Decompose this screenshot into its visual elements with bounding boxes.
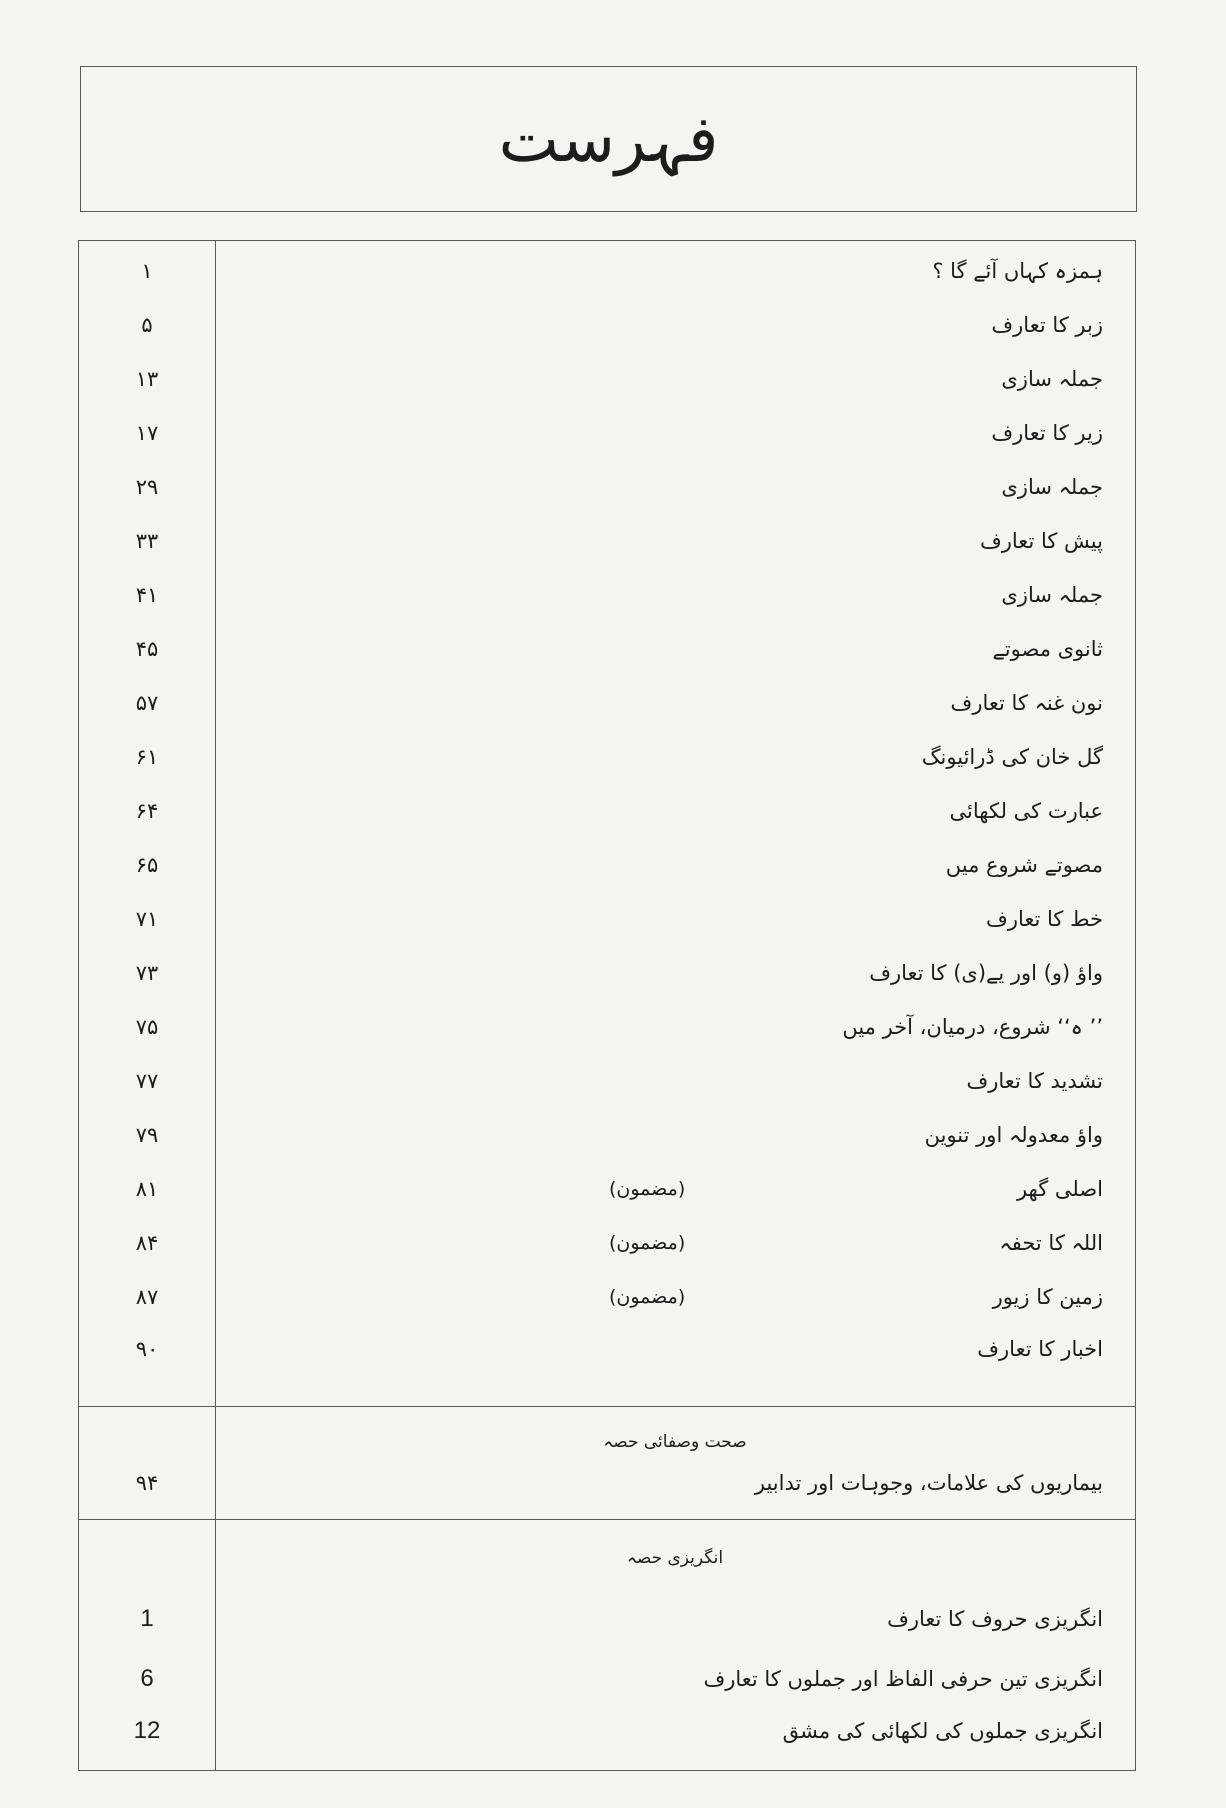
toc-row[interactable] [79,251,1135,291]
entry-title: مصوتے شروع میں [945,853,1103,877]
section-divider [79,1519,1135,1520]
entry-title: زمین کا زیور [992,1285,1103,1309]
entry-title: اصلی گھر [1016,1177,1103,1201]
entry-title: زیر کا تعارف [991,421,1103,445]
toc-row[interactable] [79,683,1135,723]
toc-row[interactable] [79,359,1135,399]
toc-row[interactable] [79,629,1135,669]
toc-row[interactable] [79,1061,1135,1101]
entry-title: انگریزی جملوں کی لکھائی کی مشق [782,1719,1103,1743]
entry-page: 1 [140,1605,154,1632]
toc-row[interactable] [79,1277,1135,1317]
toc-row[interactable] [79,413,1135,453]
entry-page: ۵ [141,313,153,337]
toc-row[interactable] [79,1659,1135,1699]
toc-row[interactable] [79,1463,1135,1503]
entry-title: بیماریوں کی علامات، وجوہات اور تدابیر [754,1471,1103,1495]
toc-row[interactable] [79,305,1135,345]
entry-title: گل خان کی ڈرائیونگ [921,745,1103,769]
entry-page: ۱۷ [135,421,159,445]
entry-title: انگریزی حروف کا تعارف [887,1607,1103,1631]
toc-table [78,240,1136,1771]
toc-row[interactable] [79,575,1135,615]
entry-page: ۸۱ [135,1177,159,1201]
toc-row[interactable] [79,1223,1135,1263]
entry-title: اللہ کا تحفہ [999,1231,1103,1255]
entry-title: پیش کا تعارف [980,529,1103,553]
toc-row[interactable] [79,521,1135,561]
toc-row[interactable] [79,737,1135,777]
toc-row[interactable] [79,1169,1135,1209]
entry-page: ۴۱ [135,583,159,607]
entry-page: ۷۳ [135,961,159,985]
toc-row[interactable] [79,467,1135,507]
entry-page: ۷۵ [135,1015,159,1039]
entry-title: عبارت کی لکھائی [949,799,1103,823]
english-section-heading: انگریزی حصہ [626,1548,724,1568]
toc-row[interactable] [79,953,1135,993]
entry-page: 12 [133,1717,161,1744]
toc-row[interactable] [79,1329,1135,1369]
entry-title: جملہ سازی [1001,475,1103,499]
toc-row[interactable] [79,1711,1135,1751]
entry-page: ۸۴ [135,1231,159,1255]
entry-page: ۱ [141,259,153,283]
entry-page: ۳۳ [135,529,159,553]
toc-row[interactable] [79,1599,1135,1639]
entry-title: انگریزی تین حرفی الفاظ اور جملوں کا تعارف [703,1667,1103,1691]
entry-page: ۴۵ [135,637,159,661]
toc-row[interactable] [79,1007,1135,1047]
toc-row[interactable] [79,845,1135,885]
entry-note: (مضمون) [609,1286,686,1308]
health-section-heading: صحت وصفائی حصہ [603,1432,747,1452]
entry-title: ’’ ہ‘‘ شروع، درمیان، آخر میں [842,1015,1103,1039]
entry-title: واؤ (و) اور یے(ی) کا تعارف [869,961,1103,985]
entry-page: ۷۹ [135,1123,159,1147]
entry-page: ۹۴ [135,1471,159,1495]
entry-title: جملہ سازی [1001,583,1103,607]
entry-page: ۶۵ [135,853,159,877]
entry-page: ۶۴ [135,799,159,823]
entry-title: زبر کا تعارف [991,313,1103,337]
entry-title: ثانوی مصوتے [992,637,1103,661]
entry-title: جملہ سازی [1001,367,1103,391]
entry-title: خط کا تعارف [986,907,1103,931]
entry-page: ۱۳ [135,367,159,391]
toc-row[interactable] [79,1115,1135,1155]
entry-title: اخبار کا تعارف [977,1337,1103,1361]
entry-title: تشدید کا تعارف [966,1069,1103,1093]
entry-page: ۲۹ [135,475,159,499]
entry-page: ۶۱ [135,745,159,769]
entry-title: واؤ معدولہ اور تنوین [924,1123,1103,1147]
section-divider [79,1406,1135,1407]
entry-title: نون غنہ کا تعارف [950,691,1103,715]
title-box [80,66,1137,212]
entry-page: ۷۷ [135,1069,159,1093]
entry-page: 6 [140,1665,154,1692]
entry-page: ۹۰ [135,1337,159,1361]
entry-page: ۸۷ [135,1285,159,1309]
toc-row[interactable] [79,899,1135,939]
entry-note: (مضمون) [609,1178,686,1200]
entry-title: ہمزہ کہاں آئے گا ؟ [932,259,1103,283]
entry-page: ۷۱ [135,907,159,931]
toc-row[interactable] [79,791,1135,831]
entry-page: ۵۷ [135,691,159,715]
page-title: فہرست [498,102,719,177]
entry-note: (مضمون) [609,1232,686,1254]
